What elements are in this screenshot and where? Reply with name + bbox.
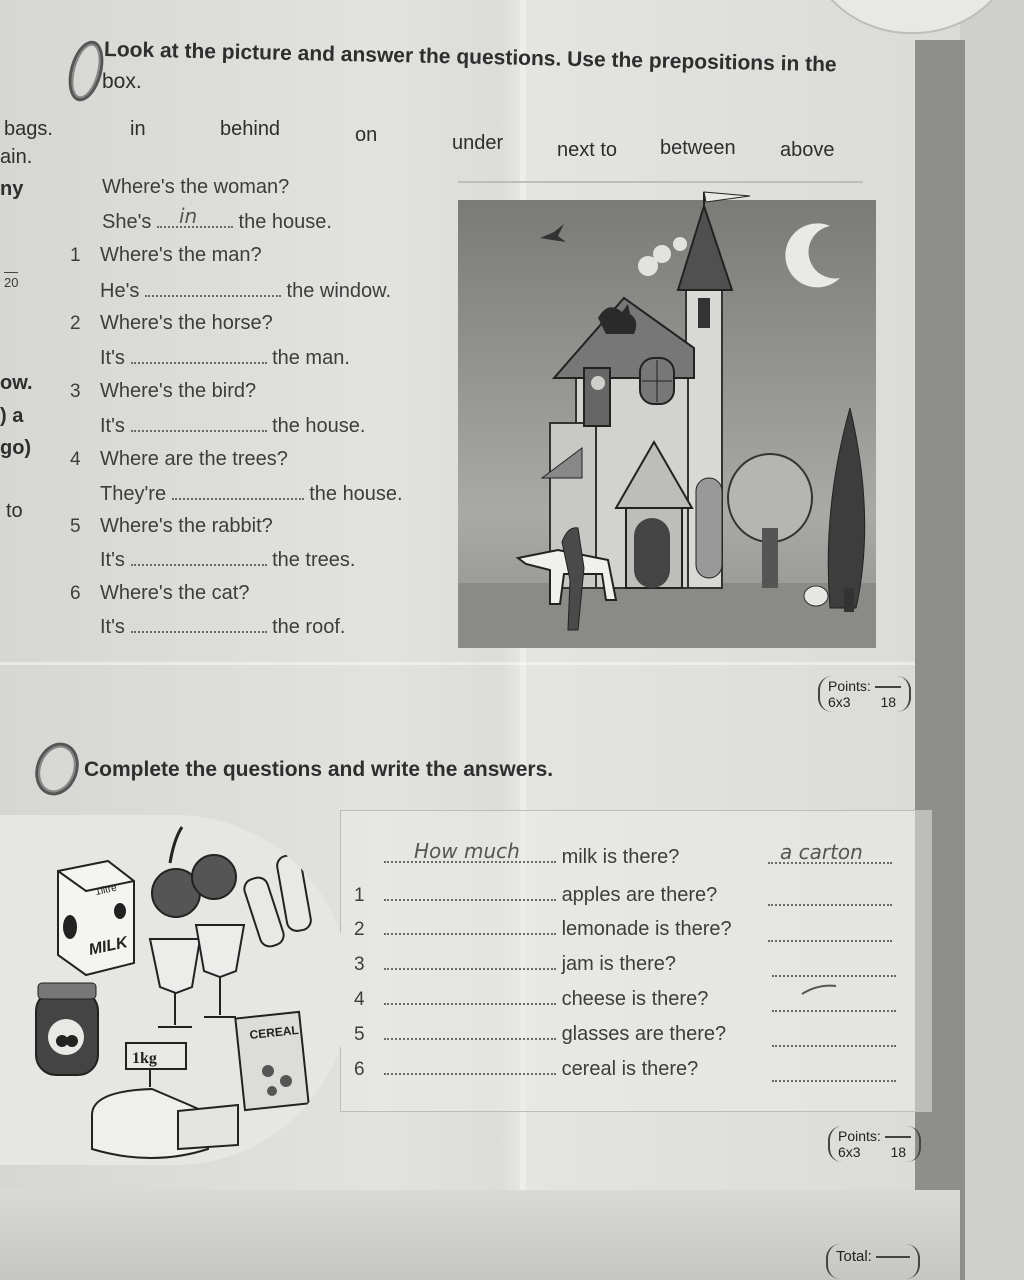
answer-line: It's the house. xyxy=(100,415,366,437)
example-question: Where's the woman? xyxy=(102,176,290,198)
edge-text: ny xyxy=(0,178,24,200)
answer-blank[interactable] xyxy=(145,281,281,297)
edge-text: bags. xyxy=(4,118,53,140)
answer-line: It's the man. xyxy=(100,347,350,369)
answer-line: It's the trees. xyxy=(100,549,356,571)
question-item: 2 Where's the horse? xyxy=(70,312,273,334)
answer-start: She's xyxy=(102,211,152,233)
question-blank[interactable] xyxy=(384,885,556,901)
question-blank[interactable] xyxy=(384,1024,556,1040)
exercise1-instruction-cont: box. xyxy=(102,70,142,93)
exercise1-instruction: Look at the picture and answer the questions. Use the prepositions in the xyxy=(103,38,837,77)
food-illustration xyxy=(0,815,350,1165)
apple-icon xyxy=(192,855,236,899)
example-question xyxy=(384,839,680,869)
cereal-label: CEREAL xyxy=(248,1022,300,1042)
answer-blank[interactable] xyxy=(772,996,896,1017)
bottle-icon xyxy=(242,875,286,949)
bottom-shadow xyxy=(0,1190,960,1280)
milk-volume-label: 1litre xyxy=(94,882,118,898)
answer-line: It's the roof. xyxy=(100,616,346,638)
answer-line: He's the window. xyxy=(100,280,392,302)
preposition-word: next to xyxy=(557,139,618,161)
edge-text: go) xyxy=(0,437,32,459)
question-blank[interactable] xyxy=(384,919,556,935)
answer-blank[interactable] xyxy=(131,550,267,566)
total-box: Total: xyxy=(826,1244,920,1279)
question-blank[interactable] xyxy=(384,954,556,970)
question-text: milk is there? xyxy=(561,846,680,868)
preposition-word: under xyxy=(452,132,504,154)
answer-blank[interactable] xyxy=(772,1066,896,1087)
question-item: 1 Where's the man? xyxy=(70,244,262,266)
question-item: 3 Where's the bird? xyxy=(70,380,257,402)
edge-text: ow. xyxy=(0,372,33,394)
question-item: 1 apples are there? xyxy=(354,884,718,906)
question-item: 3 jam is there? xyxy=(354,953,677,975)
answer-blank[interactable] xyxy=(131,348,267,364)
preposition-word: in xyxy=(130,118,146,140)
question-item: 4 Where are the trees? xyxy=(70,448,288,470)
answer-blank[interactable] xyxy=(768,890,892,911)
answer-blank[interactable] xyxy=(131,416,267,432)
edge-text: ) a xyxy=(0,405,24,427)
question-blank[interactable] xyxy=(384,1059,556,1075)
house-illustration xyxy=(458,178,908,653)
answer-blank[interactable] xyxy=(768,926,892,947)
question-item: 6 Where's the cat? xyxy=(70,582,250,604)
answer-blank[interactable] xyxy=(772,1031,896,1052)
handwritten-question-word: How much xyxy=(414,839,520,863)
preposition-word: above xyxy=(780,139,835,161)
handwritten-answer: in xyxy=(178,204,198,228)
question-item: 2 lemonade is there? xyxy=(354,918,732,940)
preposition-word: on xyxy=(355,124,378,146)
pencil-mark-icon xyxy=(800,982,840,998)
answer-blank[interactable] xyxy=(772,961,896,982)
milk-label: MILK xyxy=(87,934,130,959)
question-blank[interactable] xyxy=(384,989,556,1005)
question-item: 5 Where's the rabbit? xyxy=(70,515,273,537)
glass-icon xyxy=(196,925,244,977)
edge-text: to xyxy=(6,500,23,522)
answer-blank[interactable] xyxy=(172,484,304,500)
question-item: 6 cereal is there? xyxy=(354,1058,699,1080)
handwritten-answer: a carton xyxy=(780,840,863,864)
glass-icon xyxy=(150,939,200,993)
page-fold-horizontal xyxy=(0,662,960,665)
answer-blank[interactable] xyxy=(131,617,267,633)
preposition-word: between xyxy=(660,137,736,159)
edge-text: ain. xyxy=(0,146,33,168)
exercise2-instruction: Complete the questions and write the answers. xyxy=(84,758,554,781)
example-answer xyxy=(768,840,892,869)
question-blank xyxy=(384,839,556,863)
preposition-word: behind xyxy=(220,118,281,140)
answer-line: They're the house. xyxy=(100,483,403,505)
cheese-weight-label: 1kg xyxy=(132,1050,157,1067)
points-box-ex2: Points: 6x3 18 xyxy=(828,1126,921,1162)
question-item: 5 glasses are there? xyxy=(354,1023,727,1045)
rabbit-icon xyxy=(804,586,828,606)
answer-end: the house. xyxy=(238,211,332,233)
example-answer xyxy=(102,204,332,234)
cheese-icon xyxy=(178,1105,238,1149)
edge-text: 20 xyxy=(4,272,18,290)
points-box-ex1: Points: 6x3 18 xyxy=(818,676,911,712)
answer-blank xyxy=(157,204,233,228)
question-item: 4 cheese is there? xyxy=(354,988,709,1010)
